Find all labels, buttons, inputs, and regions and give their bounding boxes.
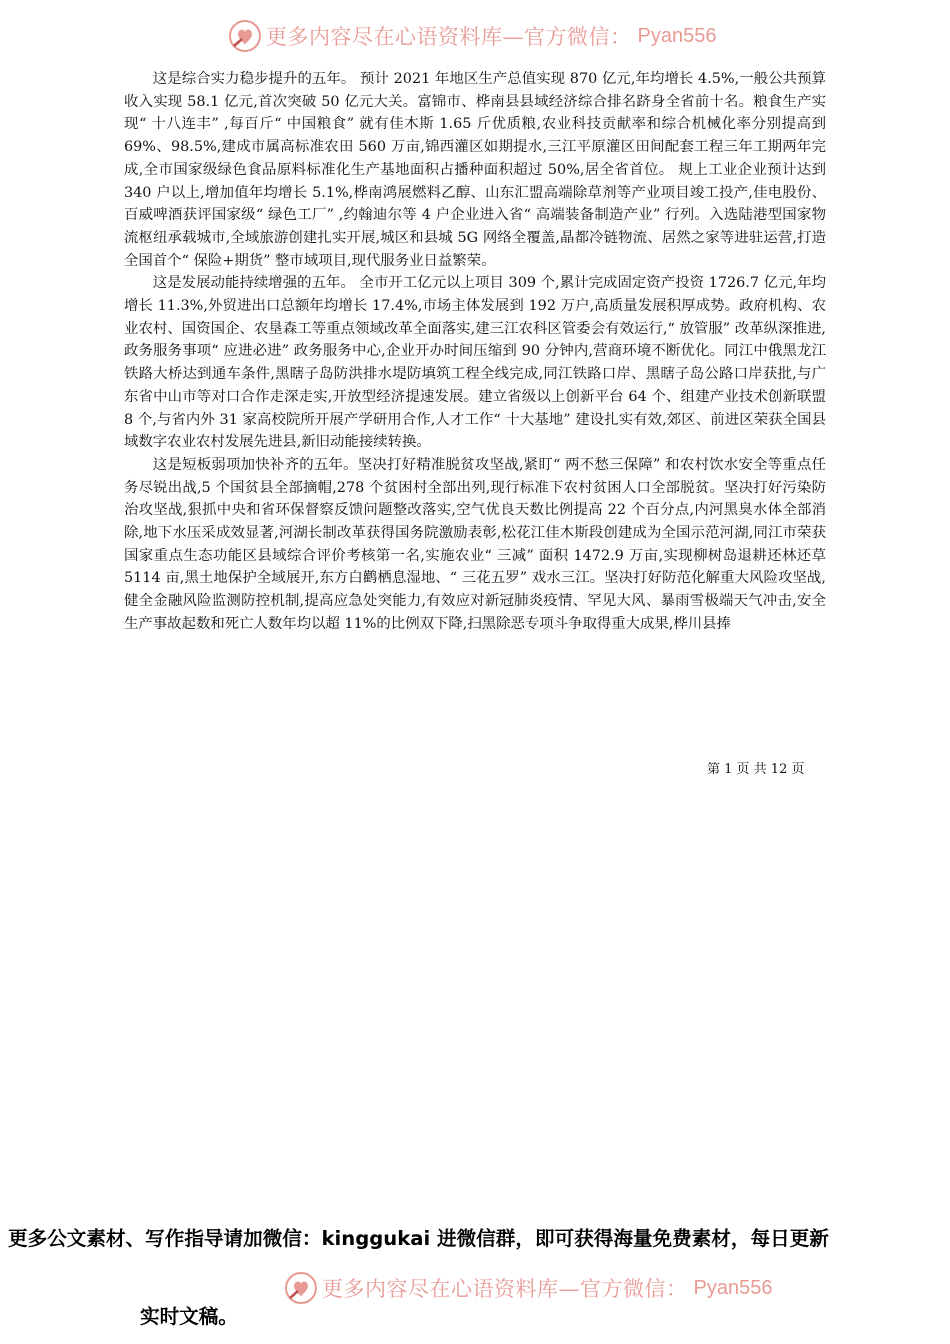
paragraph-2: 这是发展动能持续增强的五年。 全市开工亿元以上项目 309 个,累计完成固定资产投资 1726.7 亿元,年均增长 11.3%,外贸进出口总额年均增长 17.4%,市场主体发展到 192 万户,高质量发展积厚成势。政府机构、农业农村、国资国企、农垦森工等重点领域改革全面落实,建三江农科区管委会有效运行,“ 放管服” 改革纵深推进,政务服务事项“ 应进必进” 政务服务中心,企业开办时间压缩到 90 分钟内,营商环境不断优化。同江中俄黑龙江铁路大桥达到通车条件,黑瞎子岛防洪排水堤防填筑工程全线完成,同江铁路口岸、黑瞎子岛公路口岸获批,与广东省中山市等对口合作走深走实,开放型经济提速发展。建立省级以上创新平台 64 个、组建产业技术创新联盟 8 个,与省内外 31 家高校院所开展产学研用合作,人才工作“ 十大基地” 建设扎实有效,郊区、前进区荣获全国县域数字农业农村发展先进县,新旧动能接续转换。 (124, 275, 826, 451)
footer-promo-line2: 实时文稿。 (140, 1305, 238, 1328)
watermark-wechat-id: Pyan556 (693, 1276, 773, 1299)
watermark-bottom (284, 1268, 772, 1308)
document-body (124, 68, 826, 636)
paragraph-3: 这是短板弱项加快补齐的五年。坚决打好精准脱贫攻坚战,紧盯“ 两不愁三保障” 和农村饮水安全等重点任务尽锐出战,5 个国贫县全部摘帽,278 个贫困村全部出列,现行标准下农村贫困人口全部脱贫。坚决打好污染防治攻坚战,狠抓中央和省环保督察反馈问题整改落实,空气优良天数比例提高 22 个百分点,内河黑臭水体全部消除,地下水压采成效显著,河湖长制改革获得国务院激励表彰,松花江佳木斯段创建成为全国示范河湖,同江市荣获国家重点生态功能区县域综合评价考核第一名,实施农业“ 三减” 面积 1472.9 万亩,实现柳树岛退耕还林还草 5114 亩,黑土地保护全域展开,东方白鹳栖息湿地、“ 三花五罗” 戏水三江。坚决打好防范化解重大风险攻坚战,健全金融风险监测防控机制,提高应急处突能力,有效应对新冠肺炎疫情、罕见大风、暴雨雪极端天气冲击,安全生产事故起数和死亡人数年均以超 11%的比例双下降,扫黑除恶专项斗争取得重大成果,桦川县捧 (124, 456, 826, 632)
watermark-text: 更多内容尽在心语资料库—官方微信： (322, 1277, 688, 1301)
paragraph-1: 这是综合实力稳步提升的五年。 预计 2021 年地区生产总值实现 870 亿元,年均增长 4.5%,一般公共预算收入实现 58.1 亿元,首次突破 50 亿元大关。富锦市、桦南县县域经济综合排名跻身全省前十名。粮食生产实现“ 十八连丰” ,每百斤“ 中国粮食” 就有佳木斯 1.65 斤优质粮,农业科技贡献率和综合机械化率分别提高到 69%、98.5%,建成市属高标准农田 560 万亩,锦西灌区如期提水,三江平原灌区田间配套工程三年工期两年完成,全市国家级绿色食品原料标准化生产基地面积占播种面积超过 50%,居全省首位。 规上工业企业预计达到 340 户以上,增加值年均增长 5.1%,桦南鸿展燃料乙醇、山东汇盟高端除草剂等产业项目竣工投产,佳电股份、百威啤酒获评国家级“ 绿色工厂” ,约翰迪尔等 4 户企业进入省“ 高端装备制造产业” 行列。入选陆港型国家物流枢纽承载城市,全域旅游创建扎实开展,城区和县城 5G 网络全覆盖,晶都冷链物流、居然之家等进驻运营,打造全国首个“ 保险+期货” 整市域项目,现代服务业日益繁荣。 (124, 71, 826, 269)
footer-promo-line1: 更多公文素材、写作指导请加微信：kinggukai 进微信群，即可获得海量免费素材，每日更新 (8, 1227, 829, 1250)
heart-logo-icon (284, 1271, 318, 1305)
watermark-top (228, 16, 716, 56)
heart-logo-icon (228, 19, 262, 53)
watermark-text: 更多内容尽在心语资料库—官方微信： (266, 25, 632, 49)
page-number: 第 1 页 共 12 页 (707, 762, 805, 777)
watermark-wechat-id: Pyan556 (637, 24, 717, 47)
